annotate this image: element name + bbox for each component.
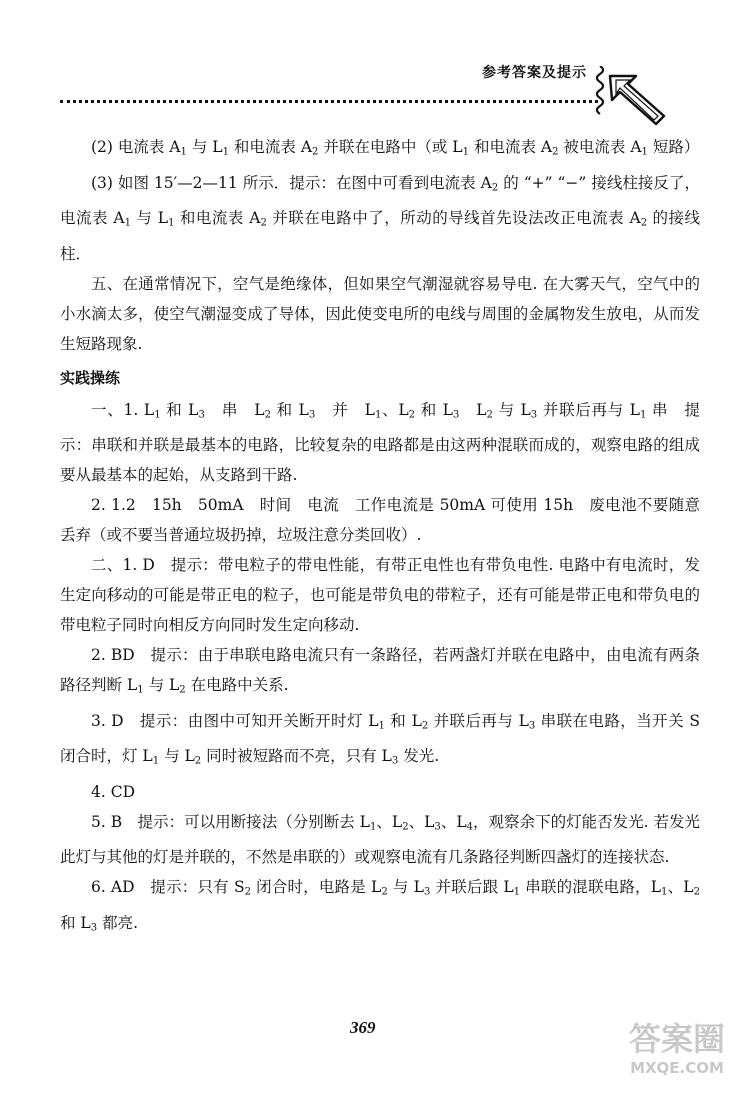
header-dotted-rule bbox=[60, 100, 598, 103]
page-number: 369 bbox=[350, 1018, 376, 1037]
answer-paragraph: 五、在通常情况下，空气是绝缘体，但如果空气潮湿就容易导电. 在大雾天气，空气中的小水滴太多，使空气潮湿变成了导体，因此使变电所的电线与周围的金属物发生放电，从而发生短路现象. bbox=[60, 274, 700, 353]
answer-paragraph: 二、1. D 提示：带电粒子的带电性能，有带正电性也有带负电性. 电路中有电流时，发生定向移动的可能是带正电的粒子，也可能是带负电的带粒子，还有可能是带正电和带负电的带电粒子同时向相反方向同时发生定向移动. bbox=[60, 556, 700, 635]
arrow-up-left-icon bbox=[606, 70, 668, 126]
answer-paragraph: (3) 如图 15′—2—11 所示．提示：在图中可看到电流表 $A_2$ 的 “+” “−” 接线柱接反了，电流表 $A_1$ 与 $L_1$ 和电流表 $A_2$ 并联在电路中了，所动的导线首先设法改正电流表 $A_2$ 的接线柱． bbox=[60, 173, 700, 263]
watermark-logo bbox=[612, 1020, 742, 1086]
answer-paragraph: 5. B 提示：可以用断接法（分别断去 $L_1$、$L_2$、$L_3$、$L_4$，观察余下的灯能否发光. 若发光此灯与其他的灯是并联的，不然是串联的）或观察电流有几条路径判断四盏灯的连接状态. bbox=[60, 812, 701, 867]
answer-paragraph: 6. AD 提示：只有 $S_2$ 闭合时，电路是 $L_2$ 与 $L_3$ 并联后跟 $L_1$ 串联的混联电路，$L_1$、$L_2$ 和 $L_3$ 都亮. bbox=[60, 878, 700, 934]
answer-paragraph: 2. 1.2 15h 50mA 时间 电流 工作电流是 50mA 可使用 15h 废电池不要随意丢弃（或不要当普通垃圾扔掉，垃圾注意分类回收）. bbox=[60, 496, 700, 545]
wavy-line-icon bbox=[594, 66, 606, 116]
answer-paragraph: 4. CD bbox=[91, 782, 136, 801]
answer-text-body bbox=[60, 132, 700, 943]
header-title: 参考答案及提示 bbox=[482, 65, 587, 81]
answer-paragraph: 2. BD 提示：由于串联电路电流只有一条路径，若两盏灯并联在电路中，由电流有两条路径判断 $L_1$ 与 $L_2$ 在电路中关系. bbox=[60, 646, 700, 696]
answer-paragraph: 一、1. $L_1$ 和 $L_3$ 串 $L_2$ 和 $L_3$ 并 $L_1$、$L_2$ 和 $L_3$ $L_2$ 与 $L_3$ 并联后再与 $L_1$ 串 提示：串联和并联是最基本的电路，比较复杂的电路都是由这两种混联而成的，观察电路的组成要从最基本的起始，从支路到干路. bbox=[60, 400, 700, 485]
answer-paragraph: 3. D 提示：由图中可知开关断开时灯 $L_1$ 和 $L_2$ 并联后再与 $L_3$ 串联在电路，当开关 S 闭合时，灯 $L_1$ 与 $L_2$ 同时被短路而不亮，只有 $L_3$ 发光. bbox=[60, 711, 700, 767]
watermark-main-text: 答案圈 bbox=[628, 1020, 725, 1058]
answer-paragraph: (2) 电流表 $A_1$ 与 $L_1$ 和电流表 $A_2$ 并联在电路中（或 $L_1$ 和电流表 $A_2$ 被电流表 $A_1$ 短路） bbox=[91, 138, 700, 158]
section-heading: 实践操练 bbox=[60, 368, 121, 387]
watermark-url-text: MXQE.COM bbox=[630, 1059, 724, 1077]
